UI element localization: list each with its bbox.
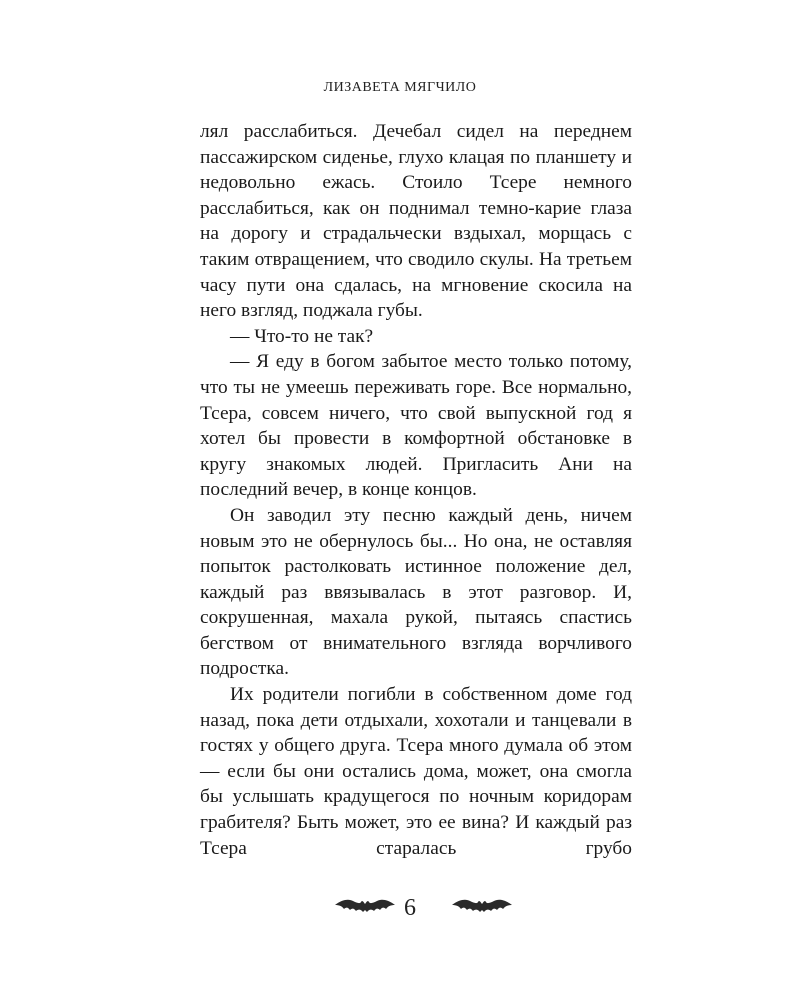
paragraph-2: — Что-то не так? [230, 325, 374, 347]
paragraph-5: Их родители погибли в собственном доме год назад, пока дети отдыхали, хохотали и танцевали в гостях у общего друга. Тсера много думала об этом — если бы они остались дома, может, она смогла бы услышать крадущегося по ночным коридорам грабителя? Быть может, это ее вина? И каждый раз Тсера старалась грубо [200, 684, 632, 859]
paragraph-4: Он заводил эту песню каждый день, ничем новым это не обернулось бы... Но она, не оставляя попыток растолковать истинное положение дел, каждый раз ввязывалась в этот разговор. И, сокрушенная, махала рукой, пытаясь спастись бегством от внимательного взгляда ворчливого подростка. [200, 504, 632, 680]
paragraph-1: лял расслабиться. Дечебал сидел на переднем пассажирском сиденье, глухо клацая по планшету и недовольно ежась. Стоило Тсере немного расслабиться, как он поднимал темно-карие глаза на дорогу и страдальчески вздыхал, морщась с таким отвращением, что сводило скулы. На третьем часу пути она сдалась, на мгновение скосила на него взгляд, поджала губы. [200, 121, 632, 322]
running-head: ЛИЗАВЕТА МЯГЧИЛО [323, 80, 477, 95]
page-number: 6 [404, 895, 416, 921]
bat-icon [450, 895, 514, 921]
page-body-text [200, 119, 632, 861]
page-footer [0, 893, 800, 933]
paragraph-3: — Я еду в богом забытое место только потому, что ты не умеешь переживать горе. Все нормально, Тсера, совсем ничего, что свой выпускной год я хотел бы провести в комфортной обстановке в кругу знакомых людей. Пригласить Ани на последний вечер, в конце концов. [200, 351, 632, 501]
